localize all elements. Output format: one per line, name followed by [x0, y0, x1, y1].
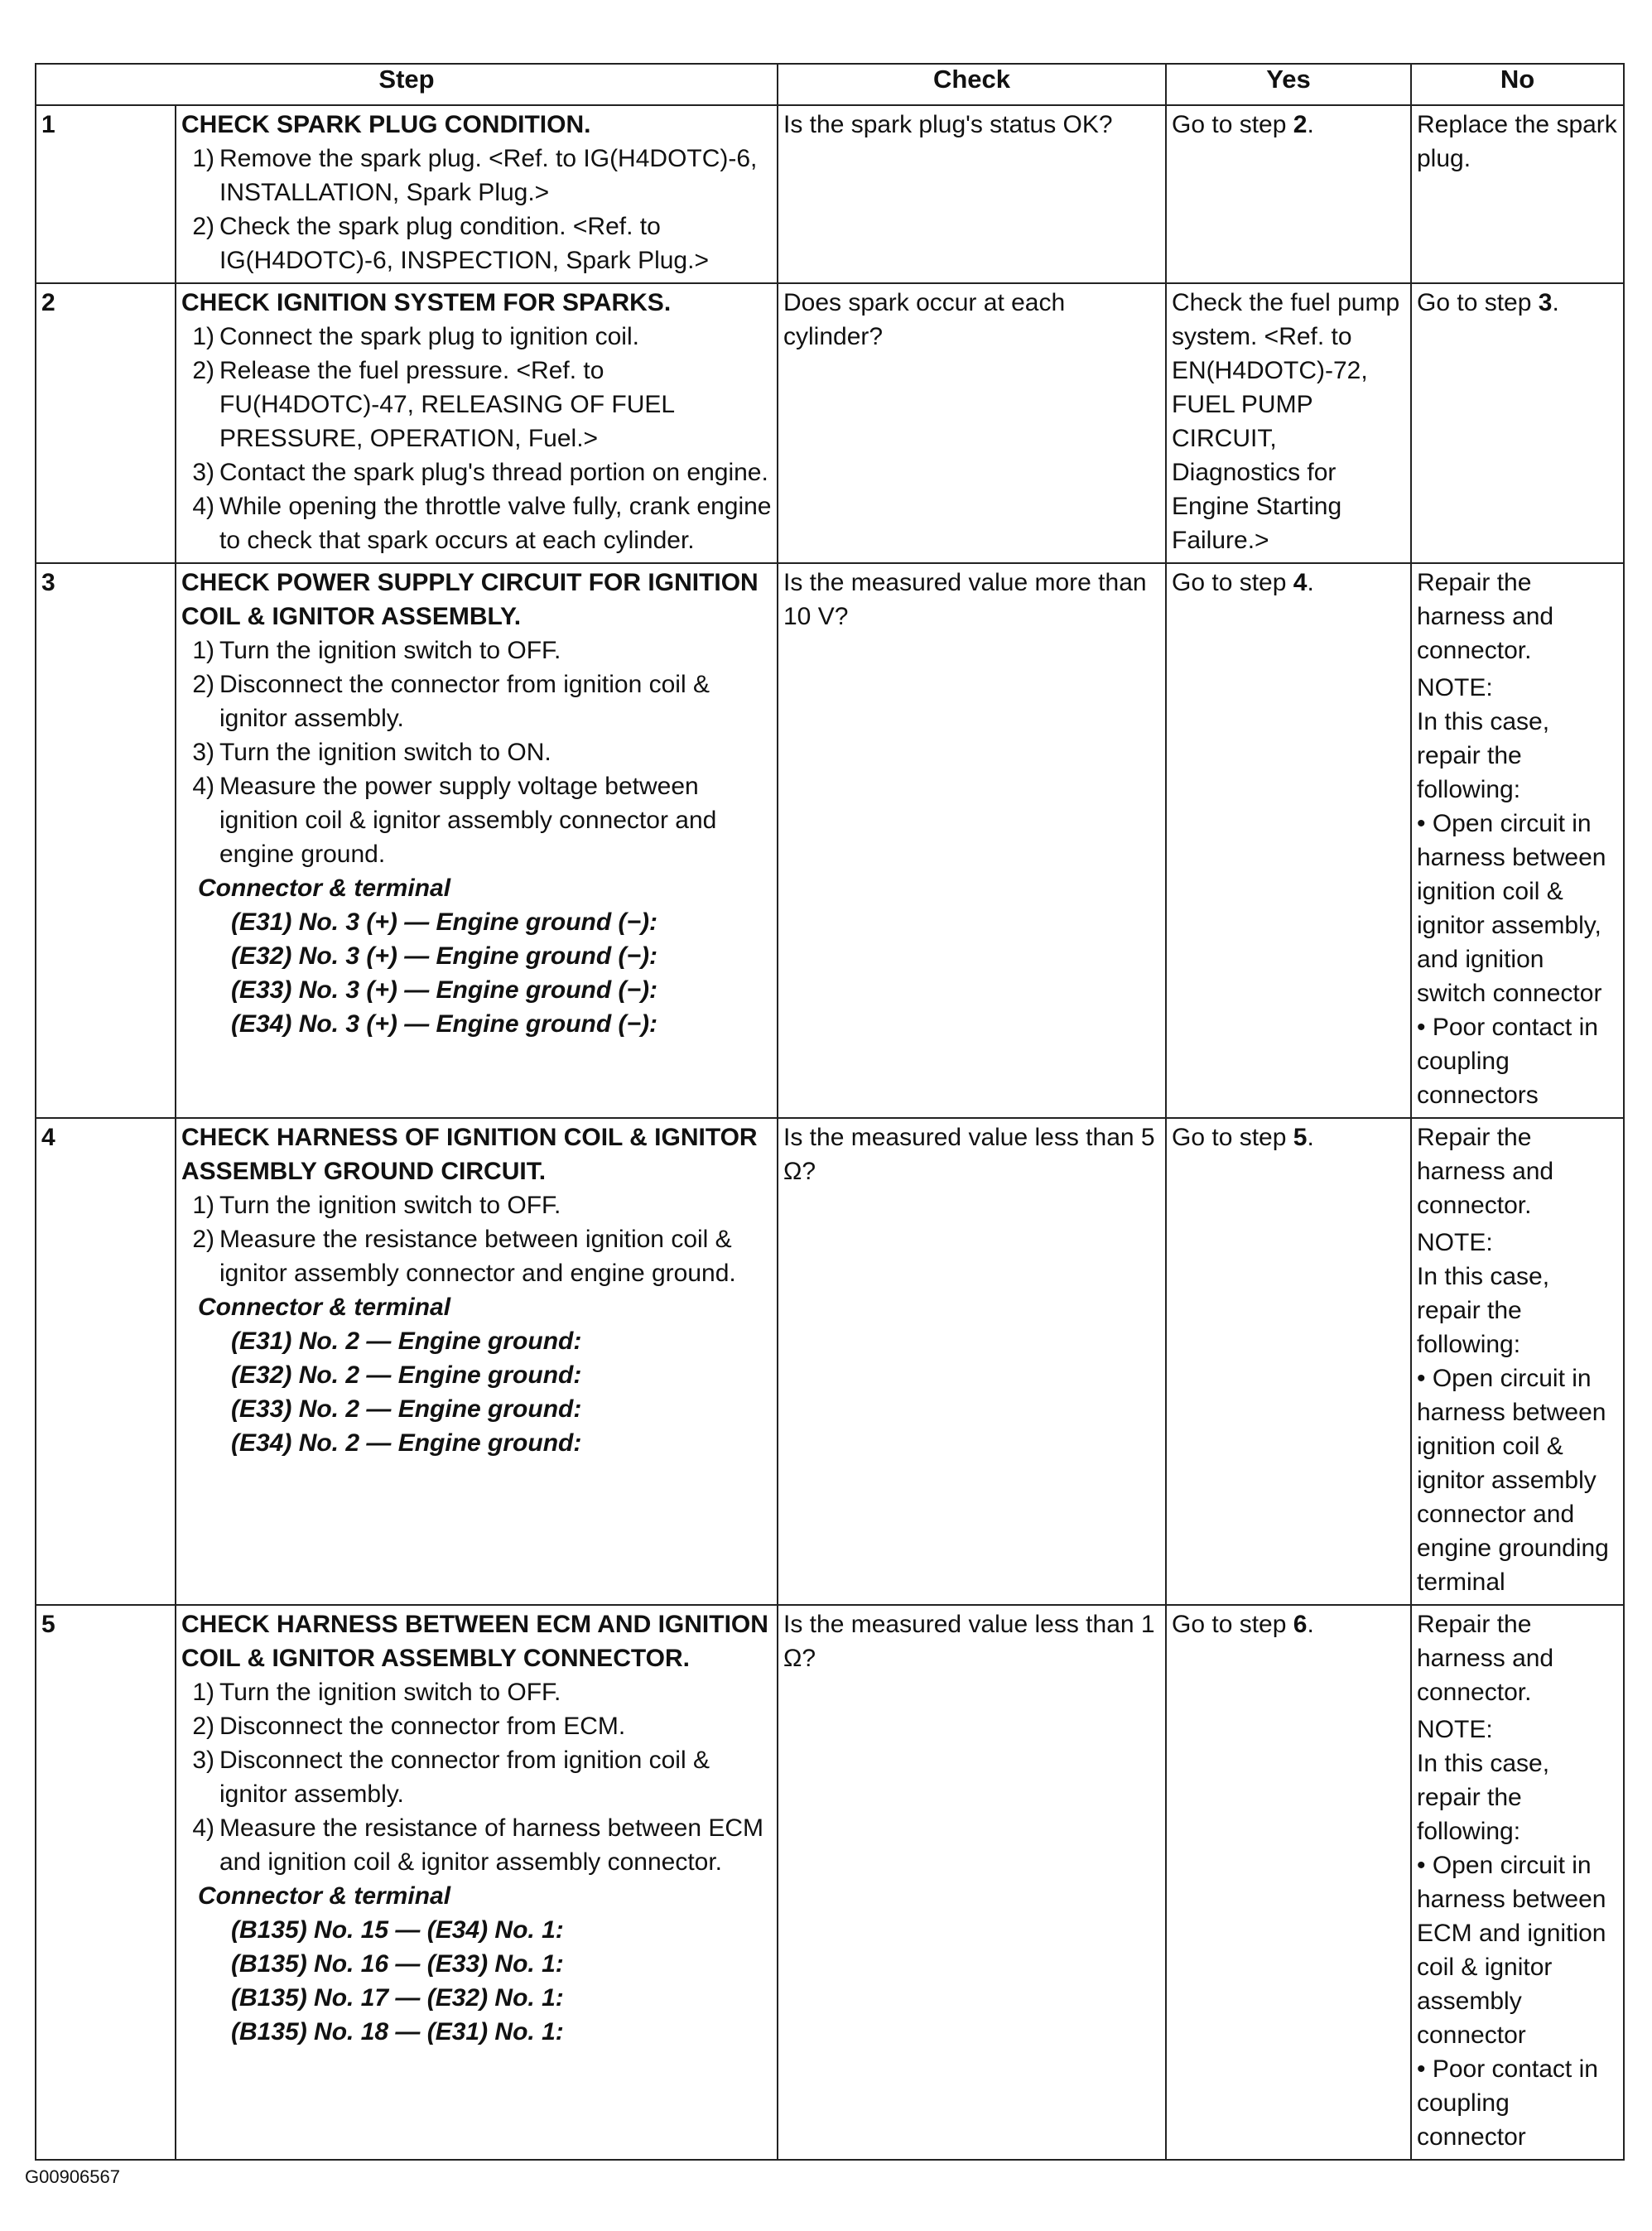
yes-step-number: 6 [1293, 1611, 1308, 1638]
substep-number: 3) [192, 459, 214, 486]
connector-terminal-line: (E33) No. 3 (+) — Engine ground (−): [231, 976, 658, 1004]
bullet-dot: • [1417, 810, 1433, 837]
step-number: 4 [36, 1118, 176, 1605]
bullet-dot: • [1417, 1365, 1433, 1392]
substep-text: Turn the ignition switch to OFF. [219, 637, 561, 664]
substep-text: Release the fuel pressure. <Ref. to FU(H4DOTC)-47, RELEASING OF FUEL PRESSURE, OPERATION, Fuel.> [219, 357, 674, 452]
step-cell [176, 1118, 778, 1605]
connector-terminal-line: (E31) No. 2 — Engine ground: [231, 1328, 582, 1355]
note-bullet [1417, 1010, 1618, 1112]
note-intro: In this case, repair the following: [1417, 1263, 1550, 1358]
step-title: CHECK POWER SUPPLY CIRCUIT FOR IGNITION COIL & IGNITOR ASSEMBLY. [181, 569, 759, 630]
substep [181, 210, 772, 277]
table-row [36, 105, 1624, 283]
substep-number: 4) [192, 1814, 214, 1842]
note-bullet-text: Open circuit in harness between ignition coil & ignitor assembly connector and engine grounding terminal [1417, 1365, 1609, 1596]
substep-list [181, 1188, 772, 1290]
substep [181, 769, 772, 871]
table-row [36, 1605, 1624, 2160]
substep-text: Disconnect the connector from ignition coil & ignitor assembly. [219, 1747, 710, 1808]
substep [181, 1743, 772, 1811]
table-row [36, 283, 1624, 563]
yes-action [1166, 1605, 1411, 2160]
substep-list [181, 1675, 772, 1879]
step-cell [176, 283, 778, 563]
yes-text: Go to step [1172, 1611, 1293, 1638]
note-label: NOTE: [1417, 1716, 1493, 1743]
step-cell [176, 105, 778, 283]
step-title: CHECK HARNESS BETWEEN ECM AND IGNITION COIL & IGNITOR ASSEMBLY CONNECTOR. [181, 1611, 768, 1672]
no-action [1411, 105, 1624, 283]
header-no: No [1411, 64, 1624, 105]
note-bullet [1417, 2052, 1618, 2154]
substep-number: 1) [192, 145, 214, 172]
diagnostic-table-sheet [35, 63, 1623, 2161]
yes-text: Go to step [1172, 111, 1293, 138]
no-action [1411, 283, 1624, 563]
header-row [36, 64, 1624, 105]
substep-text: Turn the ignition switch to OFF. [219, 1679, 561, 1706]
substep-text: Turn the ignition switch to ON. [219, 739, 551, 766]
substep [181, 1811, 772, 1879]
step-title: CHECK SPARK PLUG CONDITION. [181, 111, 591, 138]
substep [181, 455, 772, 489]
no-text: Go to step [1417, 289, 1539, 316]
substep-number: 3) [192, 1747, 214, 1774]
table-row [36, 1118, 1624, 1605]
substep-number: 2) [192, 357, 214, 384]
substep-text: Connect the spark plug to ignition coil. [219, 323, 639, 350]
no-text: Replace the spark plug. [1417, 111, 1617, 172]
substep-number: 2) [192, 213, 214, 240]
substep-text: Contact the spark plug's thread portion on engine. [219, 459, 768, 486]
header-check: Check [778, 64, 1166, 105]
check-question: Does spark occur at each cylinder? [778, 283, 1166, 563]
bullet-dot: • [1417, 2055, 1433, 2083]
substep-text: Measure the resistance of harness between ECM and ignition coil & ignitor assembly connector. [219, 1814, 763, 1876]
connector-terminal-label: Connector & terminal [198, 1294, 451, 1321]
no-punct: . [1552, 289, 1559, 316]
no-action [1411, 1118, 1624, 1605]
note-intro: In this case, repair the following: [1417, 1750, 1550, 1845]
connector-terminal-line: (B135) No. 18 — (E31) No. 1: [231, 2018, 564, 2045]
yes-text: Go to step [1172, 1124, 1293, 1151]
yes-step-number: 4 [1293, 569, 1308, 596]
note-label: NOTE: [1417, 674, 1493, 701]
diagnostic-table [35, 63, 1625, 2161]
no-action [1411, 563, 1624, 1118]
check-question: Is the spark plug's status OK? [778, 105, 1166, 283]
substep-number: 4) [192, 493, 214, 520]
step-number: 2 [36, 283, 176, 563]
step-title: CHECK HARNESS OF IGNITION COIL & IGNITOR ASSEMBLY GROUND CIRCUIT. [181, 1124, 758, 1185]
substep [181, 142, 772, 210]
yes-action [1166, 283, 1411, 563]
substep-list [181, 320, 772, 557]
yes-text: Check the fuel pump system. <Ref. to EN(H4DOTC)-72, FUEL PUMP CIRCUIT, Diagnostics for Engine Starting Failure.> [1172, 289, 1400, 554]
step-title: CHECK IGNITION SYSTEM FOR SPARKS. [181, 289, 672, 316]
connector-terminal-line: (E33) No. 2 — Engine ground: [231, 1395, 582, 1423]
substep-number: 1) [192, 637, 214, 664]
step-number: 1 [36, 105, 176, 283]
connector-terminal-label: Connector & terminal [198, 1882, 451, 1910]
substep [181, 1222, 772, 1290]
step-number: 5 [36, 1605, 176, 2160]
substep [181, 489, 772, 557]
connector-terminal-line: (E34) No. 3 (+) — Engine ground (−): [231, 1010, 658, 1038]
note-bullet-text: Poor contact in coupling connector [1417, 2055, 1598, 2151]
yes-punct: . [1307, 1124, 1314, 1151]
yes-step-number: 5 [1293, 1124, 1308, 1151]
substep [181, 735, 772, 769]
substep-text: Disconnect the connector from ignition coil & ignitor assembly. [219, 671, 710, 732]
connector-terminal-line: (E32) No. 2 — Engine ground: [231, 1361, 582, 1389]
bullet-dot: • [1417, 1852, 1433, 1879]
substep [181, 1188, 772, 1222]
substep [181, 667, 772, 735]
substep-text: Turn the ignition switch to OFF. [219, 1192, 561, 1219]
substep [181, 634, 772, 667]
yes-punct: . [1307, 111, 1314, 138]
yes-text: Go to step [1172, 569, 1293, 596]
connector-terminal-line: (E31) No. 3 (+) — Engine ground (−): [231, 908, 658, 936]
yes-action [1166, 1118, 1411, 1605]
no-text: Repair the harness and connector. [1417, 569, 1554, 664]
note-bullet [1417, 1361, 1618, 1599]
check-question: Is the measured value more than 10 V? [778, 563, 1166, 1118]
substep-text: Disconnect the connector from ECM. [219, 1713, 626, 1740]
figure-code: G00906567 [25, 2166, 120, 2187]
yes-punct: . [1307, 1611, 1314, 1638]
no-action [1411, 1605, 1624, 2160]
substep-text: While opening the throttle valve fully, crank engine to check that spark occurs at each cylinder. [219, 493, 772, 554]
note-bullet [1417, 807, 1618, 1010]
connector-terminal-line: (B135) No. 16 — (E33) No. 1: [231, 1950, 564, 1978]
note-intro: In this case, repair the following: [1417, 708, 1550, 803]
table-row [36, 563, 1624, 1118]
connector-terminal-line: (E34) No. 2 — Engine ground: [231, 1429, 582, 1457]
header-step: Step [36, 64, 778, 105]
step-cell [176, 563, 778, 1118]
no-text: Repair the harness and connector. [1417, 1124, 1554, 1219]
substep [181, 320, 772, 354]
note-bullet-text: Poor contact in coupling connectors [1417, 1014, 1598, 1109]
note-bullet [1417, 1848, 1618, 2052]
step-cell [176, 1605, 778, 2160]
substep-list [181, 142, 772, 277]
substep-text: Check the spark plug condition. <Ref. to IG(H4DOTC)-6, INSPECTION, Spark Plug.> [219, 213, 709, 274]
substep-number: 2) [192, 1713, 214, 1740]
note-bullet-text: Open circuit in harness between ECM and ignition coil & ignitor assembly connector [1417, 1852, 1606, 2049]
substep [181, 1675, 772, 1709]
no-text: Repair the harness and connector. [1417, 1611, 1554, 1706]
substep-list [181, 634, 772, 871]
note-label: NOTE: [1417, 1229, 1493, 1256]
bullet-dot: • [1417, 1014, 1433, 1041]
substep-text: Measure the resistance between ignition coil & ignitor assembly connector and engine ground. [219, 1226, 736, 1287]
substep-number: 2) [192, 1226, 214, 1253]
connector-terminal-line: (B135) No. 15 — (E34) No. 1: [231, 1916, 564, 1944]
table-body [36, 105, 1624, 2160]
note-bullet-text: Open circuit in harness between ignition coil & ignitor assembly, and ignition switch connector [1417, 810, 1606, 1007]
substep [181, 354, 772, 455]
yes-action [1166, 105, 1411, 283]
substep [181, 1709, 772, 1743]
substep-number: 4) [192, 773, 214, 800]
substep-number: 1) [192, 1192, 214, 1219]
yes-punct: . [1307, 569, 1314, 596]
substep-text: Measure the power supply voltage between ignition coil & ignitor assembly connector and engine ground. [219, 773, 717, 868]
yes-step-number: 2 [1293, 111, 1308, 138]
header-yes: Yes [1166, 64, 1411, 105]
substep-number: 1) [192, 323, 214, 350]
check-question: Is the measured value less than 1 Ω? [778, 1605, 1166, 2160]
substep-number: 1) [192, 1679, 214, 1706]
substep-number: 3) [192, 739, 214, 766]
no-step-number: 3 [1538, 289, 1553, 316]
yes-action [1166, 563, 1411, 1118]
step-number: 3 [36, 563, 176, 1118]
substep-text: Remove the spark plug. <Ref. to IG(H4DOTC)-6, INSTALLATION, Spark Plug.> [219, 145, 758, 206]
connector-terminal-label: Connector & terminal [198, 875, 451, 902]
substep-number: 2) [192, 671, 214, 698]
check-question: Is the measured value less than 5 Ω? [778, 1118, 1166, 1605]
connector-terminal-line: (B135) No. 17 — (E32) No. 1: [231, 1984, 564, 2012]
connector-terminal-line: (E32) No. 3 (+) — Engine ground (−): [231, 942, 658, 970]
